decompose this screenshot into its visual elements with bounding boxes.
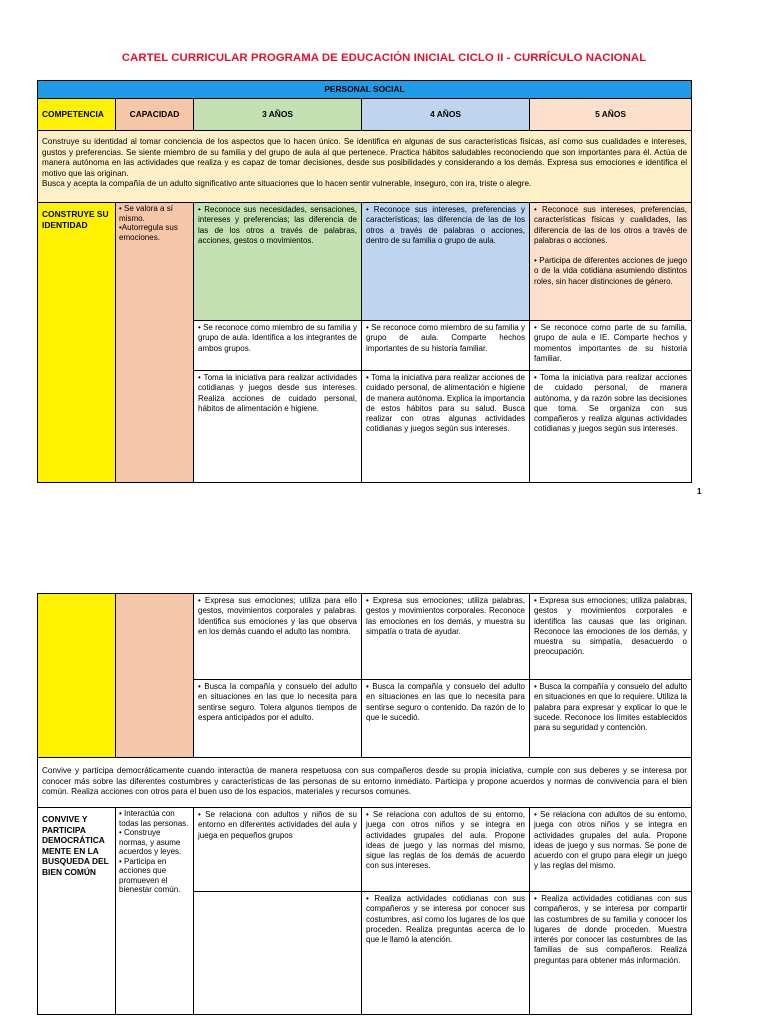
desempeno-3-anos — [194, 892, 362, 1015]
description-text: Construye su identidad al tomar conciencia de los aspectos que lo hacen único. Se identifica en algunas de sus características físicas, así como sus cualidades e intereses, gustos y preferencias. Se siente miembro de su familia y del grupo de aula al que pertenece. Practica hábitos saludables reconociendo que son importantes para él. Actúa de manera autónoma en las actividades que realiza y es capaz de tomar decisiones, desde sus posibilidades y considerando a los demás. Expresa sus emociones e identifica el motivo que las originan. — [42, 137, 688, 178]
desempeno-3-anos: • Se reconoce como miembro de su familia y grupo de aula. Identifica a los integrantes de ambos grupos. — [194, 321, 362, 371]
header-5-anos: 5 AÑOS — [530, 99, 692, 131]
curriculum-table-page2 — [37, 593, 692, 1015]
competencia-description: Convive y participa democráticamente cuando interactúa de manera respetuosa con sus compañeros desde su propia iniciativa, cumple con sus deberes y se interesa por conocer más sobre las diferentes costumbres y características de las personas de su entorno inmediato. Participa y propone acuerdos y normas de convivencia para el bien común. Realiza acciones con otros para el buen uso de los espacios, materiales y recursos comunes. — [38, 758, 692, 808]
desempeno-3-anos: • Toma la iniciativa para realizar actividades cotidianas y juegos desde sus intereses. Realiza acciones de cuidado personal, hábitos de alimentación e higiene. — [194, 371, 362, 483]
desempeno-item: • Participa de diferentes acciones de juego o de la vida cotidiana asumiendo distintos roles, sin hacer distinciones de género. — [534, 256, 688, 286]
desempeno-5-anos: • Busca la compañía y consuelo del adulto en situaciones en que lo requiere. Utiliza la palabra para expresar y explicar lo que le sucede. Reconoce los límites establecidos para su seguridad y contención. — [530, 680, 692, 758]
competencia-name: CONSTRUYE SU IDENTIDAD — [38, 203, 116, 483]
desempeno-4-anos: • Expresa sus emociones; utiliza palabras, gestos y movimientos corporales. Reconoce las emociones en los demás, y muestra su simpatía o trata de ayudar. — [362, 594, 530, 680]
desempeno-item: • Reconoce sus intereses, preferencias, características físicas y cualidades, las diferencia de las de los otros a través de palabras o acciones. — [534, 205, 688, 245]
area-header: PERSONAL SOCIAL — [38, 81, 692, 99]
capacidad-item: • Participa en acciones que promueven el bienestar común. — [119, 856, 181, 894]
desempeno-5-anos: • Se reconoce como parte de su familia, grupo de aula e IE. Comparte hechos y momentos importantes de su historia familiar. — [530, 321, 692, 371]
capacidades-cell — [116, 808, 194, 1015]
desempeno-5-anos: • Expresa sus emociones; utiliza palabras, gestos y movimientos corporales e identifica las causas que las originan. Reconoce las emociones de los demás, y muestra su simpatía, desacuerdo o preocupación. — [530, 594, 692, 680]
page-title: CARTEL CURRICULAR PROGRAMA DE EDUCACIÓN INICIAL CICLO II - CURRÍCULO NACIONAL — [121, 52, 647, 64]
capacidad-item: •Autorregula sus emociones. — [119, 223, 178, 242]
header-4-anos: 4 AÑOS — [362, 99, 530, 131]
capacidad-item: • Construye normas, y asume acuerdos y leyes. — [119, 828, 182, 856]
capacidad-item: • Interactúa con todas las personas. — [119, 809, 189, 828]
desempeno-4-anos: • Reconoce sus intereses, preferencias y características; las diferencia de las de los otros a través de palabras o acciones, dentro de su familia o grupo de aula. — [362, 203, 530, 321]
desempeno-3-anos: • Busca la compañía y consuelo del adulto en situaciones en las que lo necesita para sentirse seguro. Tolera algunos tiempos de espera anticipados por el adulto. — [194, 680, 362, 758]
desempeno-5-anos: • Realiza actividades cotidianas con sus compañeros, y se interesa por compartir las costumbres de su familia y conocer los lugares de donde proceden. Muestra interés por conocer las costumbres de las familias de sus compañeros. Realiza preguntas para obtener más información. — [530, 892, 692, 1015]
header-capacidad: CAPACIDAD — [116, 99, 194, 131]
desempeno-4-anos: • Se relaciona con adultos de su entorno, juega con otros niños y se integra en actividades grupales del aula. Propone ideas de juego y las normas del mismo, sigue las reglas de los demás de acuerdo con sus intereses. — [362, 808, 530, 892]
desempeno-5-anos — [530, 203, 692, 321]
competencia-description — [38, 131, 692, 203]
desempeno-5-anos: • Toma la iniciativa para realizar acciones de cuidado personal, de manera autónoma, y da razón sobre las decisiones que toma. Se organiza con sus compañeros y realiza algunas actividades cotidianas y juegos según sus intereses. — [530, 371, 692, 483]
desempeno-5-anos: • Se relaciona con adultos de su entorno, juega con otros niños y se integra en actividades grupales del aula. Propone ideas de juego y sus normas. Se pone de acuerdo con el grupo para elegir un juego y las reglas del mismo. — [530, 808, 692, 892]
desempeno-3-anos: • Reconoce sus necesidades, sensaciones, intereses y preferencias; las diferencia de las de los otros a través de palabras, acciones, gestos o movimientos. — [194, 203, 362, 321]
competencia-name: CONVIVE Y PARTICIPA DEMOCRÁTICA MENTE EN LA BUSQUEDA DEL BIEN COMÚN — [38, 808, 116, 1015]
desempeno-3-anos: • Expresa sus emociones; utiliza para ello gestos, movimientos corporales y palabras. Identifica sus emociones y las que observa en los demás cuando el adulto las nombra. — [194, 594, 362, 680]
header-3-anos: 3 AÑOS — [194, 99, 362, 131]
header-competencia: COMPETENCIA — [38, 99, 116, 131]
desempeno-4-anos: • Toma la iniciativa para realizar acciones de cuidado personal, de alimentación e higiene de manera autónoma. Explica la importancia de estos hábitos para su salud. Busca realizar con otras algunas actividades cotidianas y juegos según sus intereses. — [362, 371, 530, 483]
capacidad-item: • Se valora a sí mismo. — [119, 204, 173, 223]
desempeno-3-anos: • Se relaciona con adultos y niños de su entorno en diferentes actividades del aula y juega en pequeños grupos — [194, 808, 362, 892]
desempeno-4-anos: • Realiza actividades cotidianas con sus compañeros y se interesa por conocer sus costumbres, así como los lugares de los que proceden. Realiza preguntas acerca de lo que le llamó la atención. — [362, 892, 530, 1015]
description-text-2: Busca y acepta la compañía de un adulto significativo ante situaciones que lo hacen sentir vulnerable, inseguro, con ira, triste o alegre. — [42, 179, 532, 188]
page-number: 1 — [697, 487, 702, 496]
capacidades-cell-continued — [116, 594, 194, 758]
desempeno-4-anos: • Busca la compañía y consuelo del adulto en situaciones en las que lo necesita para sentirse seguro o contenido. Da razón de lo que le sucedió. — [362, 680, 530, 758]
competencia-name-continued — [38, 594, 116, 758]
capacidades-cell — [116, 203, 194, 483]
curriculum-table-page1 — [37, 80, 692, 483]
desempeno-4-anos: • Se reconoce como miembro de su familia y grupo de aula. Comparte hechos importantes de su historia familiar. — [362, 321, 530, 371]
